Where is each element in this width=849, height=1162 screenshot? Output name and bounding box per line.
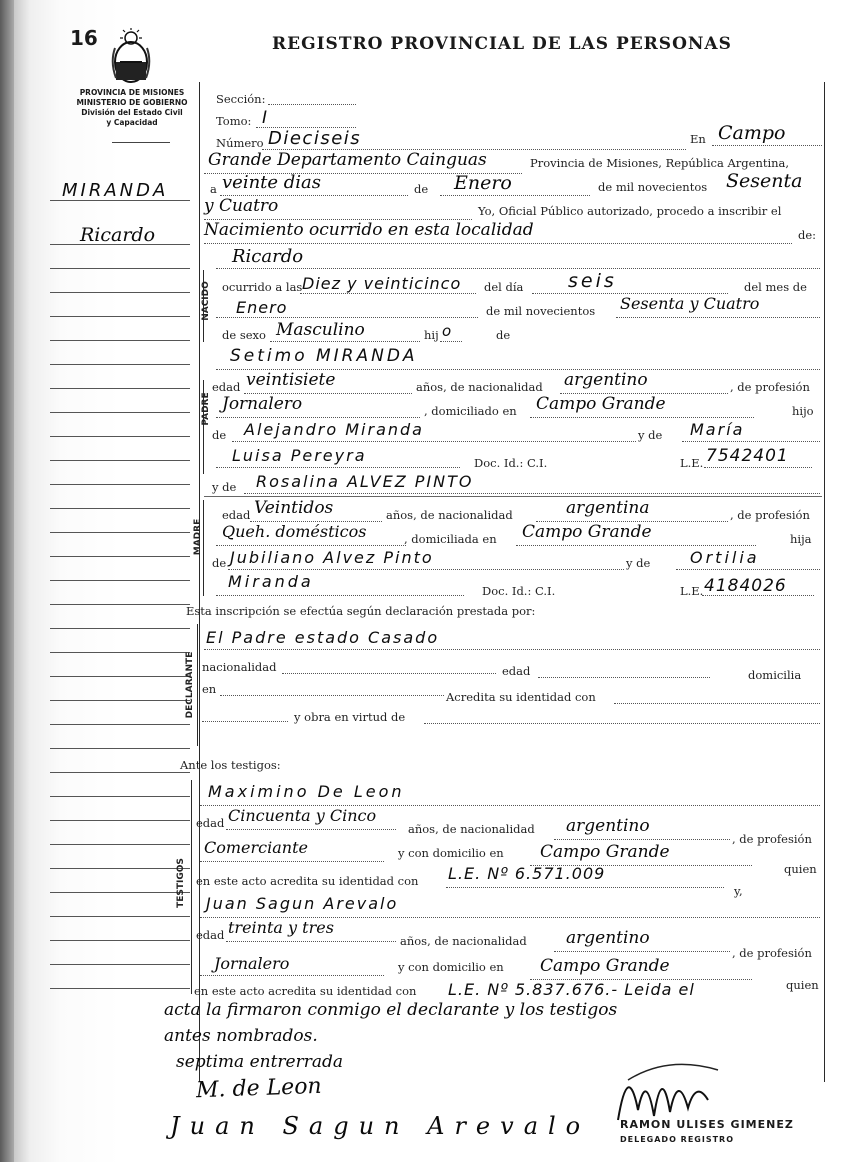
w1-edad-label: edad	[196, 816, 225, 830]
del-mes: del mes de	[744, 280, 807, 294]
declarante-domicilia-label: domicilia	[748, 668, 802, 682]
closing-line-1: acta la firmaron conmigo el declarante y los testigos	[164, 1000, 618, 1020]
w1-prof-value: Comerciante	[204, 838, 308, 857]
w1-nac-value: argentino	[566, 816, 650, 836]
stamp-line-2: DELEGADO REGISTRO	[620, 1135, 734, 1144]
en-value: Campo	[718, 122, 786, 144]
tomo-value: I	[262, 108, 269, 128]
padre-nac-text: años, de nacionalidad	[416, 380, 543, 394]
w1-y-label: y,	[734, 884, 743, 898]
madre-edad-label: edad	[222, 508, 251, 522]
madre-de-label: de	[212, 556, 227, 570]
w2-dom-value: Campo Grande	[540, 956, 670, 976]
paternal-grandmother: María	[690, 420, 745, 439]
declarante-obra-text: y obra en virtud de	[294, 710, 406, 724]
padre-prof-value: Jornalero	[222, 394, 303, 414]
official-stamp	[620, 1118, 794, 1144]
w2-edad-value: treinta y tres	[228, 918, 334, 937]
declarante-value: El Padre estado Casado	[206, 628, 440, 647]
page-binding-shadow	[0, 0, 14, 1162]
de-label: de	[414, 182, 429, 196]
padre-doc-text: Doc. Id.: C.I.	[474, 456, 548, 470]
w1-acredita: en este acto acredita su identidad con	[196, 874, 419, 888]
w1-nac-text: años, de nacionalidad	[408, 822, 535, 836]
paternal-grandmother-cont: Luisa Pereyra	[232, 446, 367, 465]
de-end: de:	[798, 228, 817, 242]
ministry-block	[52, 88, 212, 128]
madre-le-text: L.E.	[680, 584, 704, 598]
province-text: Provincia de Misiones, República Argentina,	[530, 156, 790, 170]
coat-of-arms-icon	[108, 28, 154, 86]
declarante-edad-label: edad	[502, 664, 531, 678]
margin-surname: MIRANDA	[62, 180, 169, 201]
madre-dom-text: , domiciliada en	[404, 532, 497, 546]
declarante-acredita-text: Acredita su identidad con	[446, 690, 596, 704]
nacido-section-label: NACIDO	[201, 281, 211, 321]
testigos-section-label: TESTIGOS	[176, 858, 186, 908]
madre-bracket	[203, 500, 204, 596]
madre-doc-text: Doc. Id.: C.I.	[482, 584, 556, 598]
padre-dom-text: , domiciliado en	[424, 404, 517, 418]
madre-divider	[204, 496, 822, 497]
nacido-de-label: de	[496, 328, 511, 342]
paternal-grandfather: Alejandro Miranda	[244, 420, 424, 439]
hijo-label: hij	[424, 328, 439, 342]
event-value: Nacimiento ocurrido en esta localidad	[204, 220, 534, 240]
w2-prof-value: Jornalero	[214, 954, 290, 973]
ministry-line-2: MINISTERIO DE GOBIERNO	[76, 98, 188, 107]
sexo-value: Masculino	[276, 320, 365, 340]
w2-quien: quien	[786, 978, 819, 992]
madre-le-value: 4184026	[704, 576, 787, 596]
madre-yde-text: y de	[212, 480, 237, 494]
declarante-section-label: DECLARANTE	[185, 651, 195, 719]
witness-2-name: Juan Sagun Arevalo	[206, 894, 399, 913]
madre-edad-value: Veintidos	[254, 498, 334, 518]
w2-edad-label: edad	[196, 928, 225, 942]
ministry-line-3: División del Estado Civil	[81, 108, 183, 117]
declarante-nac-label: nacionalidad	[202, 660, 277, 674]
declarante-en-label: en	[202, 682, 217, 696]
en-label: En	[690, 132, 706, 146]
witness-1-name: Maximino De Leon	[208, 782, 405, 801]
padre-nac-value: argentino	[564, 370, 648, 390]
padre-prof-text: , de profesión	[730, 380, 810, 394]
w1-doc: L.E. Nº 6.571.009	[448, 864, 606, 883]
padre-edad-label: edad	[212, 380, 241, 394]
madre-section-label: MADRE	[193, 518, 203, 556]
madre-prof-value: Queh. domésticos	[222, 522, 367, 541]
nacido-name: Ricardo	[232, 246, 304, 267]
padre-edad-value: veintisiete	[246, 370, 336, 390]
padre-le-value: 7542401	[706, 446, 789, 466]
nacido-mil-text: de mil novecientos	[486, 304, 596, 318]
place-value: Grande Departamento Cainguas	[208, 150, 487, 170]
ocurrido-label: ocurrido a las	[222, 280, 303, 294]
nacido-month-value: Enero	[236, 298, 288, 317]
year-cont: y Cuatro	[204, 196, 279, 216]
w2-nac-value: argentino	[566, 928, 650, 948]
padre-section-label: PADRE	[201, 392, 211, 426]
numero-value: Dieciseis	[268, 128, 362, 149]
madre-prof-text: , de profesión	[730, 508, 810, 522]
testigos-bracket	[191, 780, 192, 994]
madre-nac-value: argentina	[566, 498, 650, 518]
w2-nac-text: años, de nacionalidad	[400, 934, 527, 948]
padre-yde-text: y de	[638, 428, 663, 442]
madre-dom-value: Campo Grande	[522, 522, 652, 542]
declarante-intro: Esta inscripción se efectúa según declaración prestada por:	[186, 604, 536, 618]
ministry-line-1: PROVINCIA DE MISIONES	[79, 88, 185, 97]
closing-line-3: septima entrerrada	[176, 1052, 344, 1072]
madre-yde2-text: y de	[626, 556, 651, 570]
padre-le-text: L.E.	[680, 456, 704, 470]
padre-de-label: de	[212, 428, 227, 442]
mother-name: Rosalina ALVEZ PINTO	[256, 472, 474, 491]
tomo-label: Tomo:	[216, 114, 252, 128]
margin-given-name: Ricardo	[80, 224, 156, 246]
ministry-underline	[112, 142, 170, 143]
day-value: veinte dias	[222, 172, 322, 193]
nacido-year-value: Sesenta y Cuatro	[620, 294, 760, 313]
w2-doc: L.E. Nº 5.837.676.- Leida el	[448, 980, 695, 999]
w2-acredita: en este acto acredita su identidad con	[194, 984, 417, 998]
ministry-line-4: y Capacidad	[106, 118, 158, 127]
seccion-label: Sección:	[216, 92, 266, 106]
w1-edad-value: Cincuenta y Cinco	[228, 806, 377, 825]
w1-prof-text: , de profesión	[732, 832, 812, 846]
nacido-day-value: seis	[568, 270, 617, 292]
page-title: REGISTRO PROVINCIAL DE LAS PERSONAS	[272, 34, 732, 54]
maternal-grandmother-cont: Miranda	[228, 572, 314, 591]
signature-witness-2: Juan Sagun Arevalo	[170, 1112, 591, 1140]
w2-prof-text: , de profesión	[732, 946, 812, 960]
main-frame-right	[824, 82, 825, 1082]
hijo-value: o	[442, 322, 453, 340]
maternal-grandfather: Jubiliano Alvez Pinto	[230, 548, 434, 567]
year-value: Sesenta	[726, 170, 803, 192]
w1-dom-text: y con domicilio en	[398, 846, 504, 860]
sexo-label: de sexo	[222, 328, 266, 342]
numero-label: Número	[216, 136, 264, 150]
del-dia: del día	[484, 280, 524, 294]
stamp-line-1: RAMON ULISES GIMENEZ	[620, 1118, 794, 1131]
w1-dom-value: Campo Grande	[540, 842, 670, 862]
declarante-bracket	[197, 624, 198, 746]
maternal-grandmother: Ortilia	[690, 548, 760, 567]
padre-dom-value: Campo Grande	[536, 394, 666, 414]
closing-line-2: antes nombrados.	[164, 1026, 318, 1046]
father-name: Setimo MIRANDA	[230, 346, 418, 366]
mil-text: de mil novecientos	[598, 180, 708, 194]
month-value: Enero	[454, 172, 512, 194]
page-number: 16	[70, 26, 98, 50]
oficial-text: Yo, Oficial Público autorizado, procedo a inscribir el	[478, 204, 782, 218]
madre-hija-text: hija	[790, 532, 812, 546]
hour-value: Diez y veinticinco	[302, 274, 462, 293]
signature-witness-1: M. de Leon	[195, 1073, 323, 1104]
testigos-intro: Ante los testigos:	[180, 758, 281, 772]
padre-hijo-text: hijo	[792, 404, 814, 418]
w2-dom-text: y con domicilio en	[398, 960, 504, 974]
w1-quien: quien	[784, 862, 817, 876]
madre-nac-text: años, de nacionalidad	[386, 508, 513, 522]
a-label: a	[210, 182, 217, 196]
